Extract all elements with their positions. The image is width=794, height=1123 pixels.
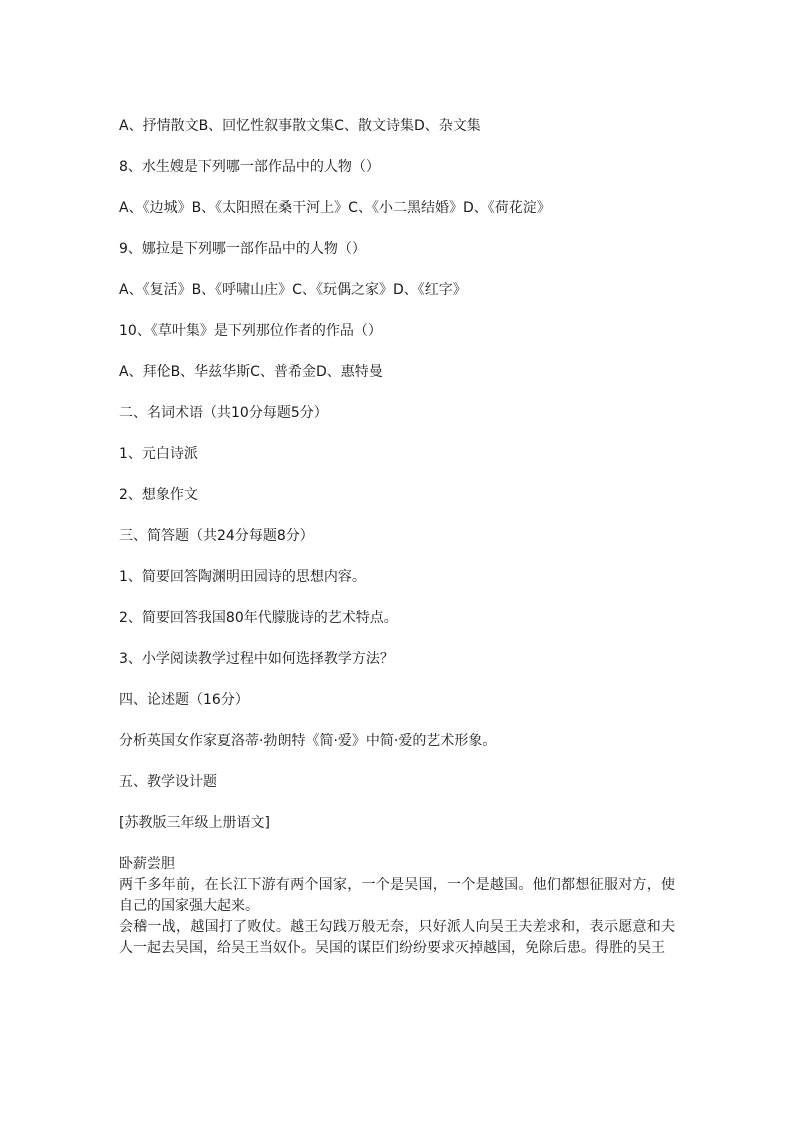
short-answer-1: 1、简要回答陶渊明田园诗的思想内容。	[119, 569, 366, 585]
document-page	[119, 116, 675, 959]
question-9: 9、娜拉是下列哪一部作品中的人物（）	[119, 241, 366, 257]
question-7-options: A、抒情散文B、回忆性叙事散文集C、散文诗集D、杂文集	[119, 118, 481, 134]
question-9-options: A、《复活》B、《呼啸山庄》C、《玩偶之家》D、《红字》	[119, 282, 467, 298]
term-question-2: 2、想象作文	[119, 487, 198, 503]
section-2-heading: 二、名词术语（共10分每题5分）	[119, 405, 328, 421]
essay-question: 分析英国女作家夏洛蒂·勃朗特《简·爱》中简·爱的艺术形象。	[119, 733, 497, 749]
short-answer-3: 3、小学阅读教学过程中如何选择教学方法？	[119, 651, 394, 667]
question-10: 10、《草叶集》是下列那位作者的作品（）	[119, 323, 382, 339]
lesson-paragraph-2: 会稽一战，越国打了败仗。越王勾践万般无奈，只好派人向吴王夫差求和，表示愿意和夫人一起去吴国，给吴王当奴仆。吴国的谋臣们纷纷要求灭掉越国，免除后患。得胜的吴王	[119, 919, 675, 956]
section-5-heading: 五、教学设计题	[119, 774, 217, 790]
textbook-label: [苏教版三年级上册语文]	[119, 815, 270, 831]
term-question-1: 1、元白诗派	[119, 446, 198, 462]
question-8-options: A、《边城》B、《太阳照在桑干河上》C、《小二黑结婚》D、《荷花淀》	[119, 200, 551, 216]
lesson-paragraph-1: 两千多年前，在长江下游有两个国家，一个是吴国，一个是越国。他们都想征服对方，使自己的国家强大起来。	[119, 877, 675, 914]
lesson-title: 卧薪尝胆	[119, 856, 175, 872]
question-8: 8、水生嫂是下列哪一部作品中的人物（）	[119, 159, 380, 175]
section-3-heading: 三、简答题（共24分每题8分）	[119, 528, 314, 544]
section-4-heading: 四、论述题（16分）	[119, 692, 249, 708]
short-answer-2: 2、简要回答我国80年代朦胧诗的艺术特点。	[119, 610, 398, 626]
question-10-options: A、拜伦B、华兹华斯C、普希金D、惠特曼	[119, 364, 383, 380]
